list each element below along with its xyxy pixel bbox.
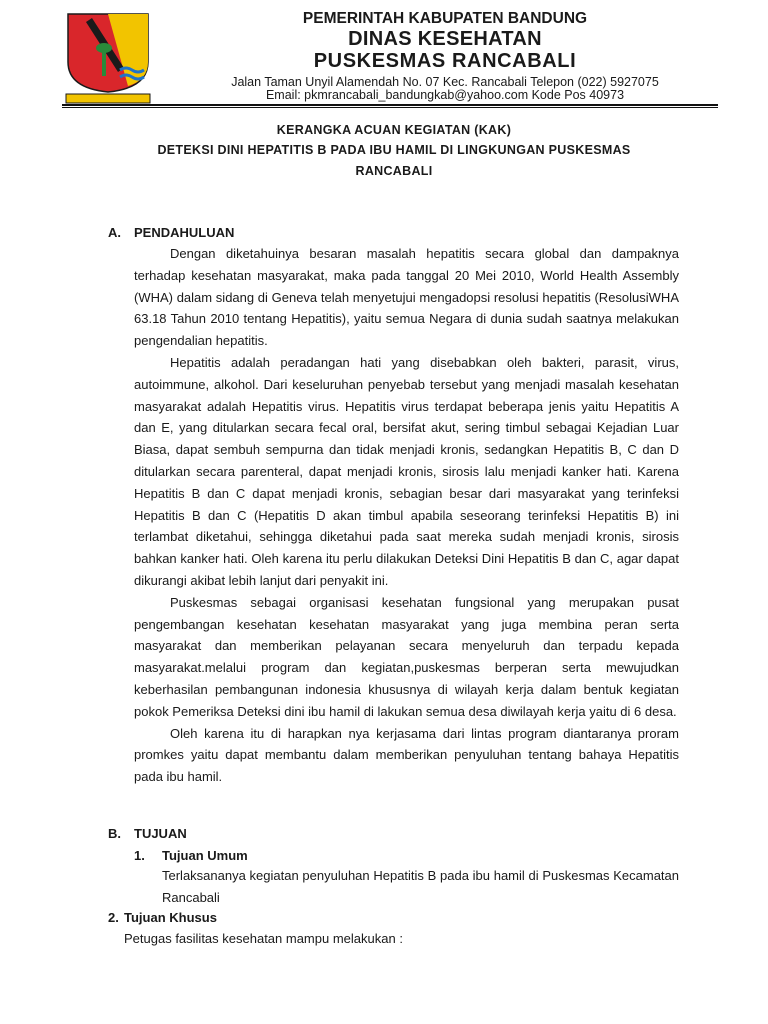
tujuan-umum-text: Terlaksananya kegiatan penyuluhan Hepatitis B pada ibu hamil di Puskesmas Kecamatan Rancabali <box>162 868 679 905</box>
document-subtitle-cont: RANCABALI <box>355 164 433 178</box>
header-address: Jalan Taman Unyil Alamendah No. 07 Kec. Rancabali Telepon (022) 5927075 <box>231 75 659 89</box>
tujuan-khusus-label: 2. <box>108 910 119 925</box>
section-a-label: A. <box>108 225 121 240</box>
paragraph: Oleh karena itu di harapkan nya kerjasama dari lintas program diantaranya proram promkes yaitu dapat membantu dalam memberikan penyuluhan tentang bahaya Hepatitis pada ibu hamil. <box>134 725 679 785</box>
header-divider-thick <box>62 104 718 106</box>
section-a-body <box>134 243 679 788</box>
tujuan-umum-label: 1. <box>134 848 145 863</box>
paragraph: Puskesmas sebagai organisasi kesehatan fungsional yang merupakan pusat pengembangan kesehatan kesehatan masyarakat yang juga membina peran serta masyarakat dan memberikan pelayanan secara menyeluruh dan terpadu kepada masyarakat.melalui program dan kegiatan,puskesmas berperan serta mewujudkan keberhasilan pembangunan indonesia khususnya di wilayah kerja dalam bentuk kegiatan pokok Pemeriksa Deteksi dini ibu hamil di lakukan semua desa diwilayah kerja yaitu di 6 desa. <box>134 594 679 719</box>
header-puskesmas: PUSKESMAS RANCABALI <box>313 50 577 72</box>
header-government: PEMERINTAH KABUPATEN BANDUNG <box>302 10 588 27</box>
paragraph: Dengan diketahuinya besaran masalah hepatitis secara global dan dampaknya terhadap kesehatan masyarakat, maka pada tanggal 20 Mei 2010, World Health Assembly (WHA) dalam sidang di Geneva telah menyetujui mengadopsi resolusi hepatitis (ResolusiWHA 63.18 Tahun 2010 tentang Hepatitis), yaitu semua Negara di dunia sudah saatnya melakukan pengendalian hepatitis. <box>134 246 679 349</box>
tujuan-umum-heading <box>134 848 248 863</box>
document-subtitle: DETEKSI DINI HEPATITIS B PADA IBU HAMIL DI LINGKUNGAN PUSKESMAS <box>157 143 631 157</box>
section-a-heading <box>108 225 234 240</box>
section-b-title: TUJUAN <box>134 826 187 841</box>
header-divider-thin <box>62 107 718 108</box>
tujuan-khusus-text: Petugas fasilitas kesehatan mampu melakukan : <box>124 931 403 946</box>
header-department: DINAS KESEHATAN <box>348 28 542 50</box>
tujuan-khusus-title: Tujuan Khusus <box>124 910 217 925</box>
tujuan-umum-title: Tujuan Umum <box>162 848 248 863</box>
section-b-heading <box>108 826 187 841</box>
section-a-title: PENDAHULUAN <box>134 225 235 240</box>
header-contact: Email: pkmrancabali_bandungkab@yahoo.com Kode Pos 40973 <box>265 88 625 102</box>
document-title: KERANGKA ACUAN KEGIATAN (KAK) <box>276 123 512 137</box>
section-b-label: B. <box>108 826 121 841</box>
paragraph: Hepatitis adalah peradangan hati yang disebabkan oleh bakteri, parasit, virus, autoimmune, alkohol. Dari keseluruhan penyebab tersebut yang menjadi masalah kesehatan masyarakat adalah Hepatitis virus. Hepatitis virus terdapat beberapa jenis yaitu Hepatitis A dan E, yang ditularkan secara fecal oral, bersifat akut, sering timbul sebagai Kejadian Luar Biasa, dapat sembuh sempurna dan tidak menjadi kronis, sedangkan Hepatitis B, C dan D ditularkan secara parenteral, dapat menjadi kronis, sirosis lalu menjadi kanker hati. Karena Hepatitis B dan C dapat menjadi kronis, sebagian besar dari masyarakat yang terinfeksi Hepatitis B dan C (Hepatitis D akan timbul apabila seseorang terinfeksi Hepatitis B) ini terlambat diketahui, sehingga diketahui pada saat mereka sudah menjadi kronis, sirosis bahkan kanker hati. Oleh karena itu perlu dilakukan Deteksi Dini Hepatitis B dan C, agar dapat dikurangi akibat lebih lanjut dari penyakit ini. <box>134 354 679 588</box>
kabupaten-bandung-logo <box>62 10 154 106</box>
tujuan-khusus-heading <box>108 910 217 925</box>
